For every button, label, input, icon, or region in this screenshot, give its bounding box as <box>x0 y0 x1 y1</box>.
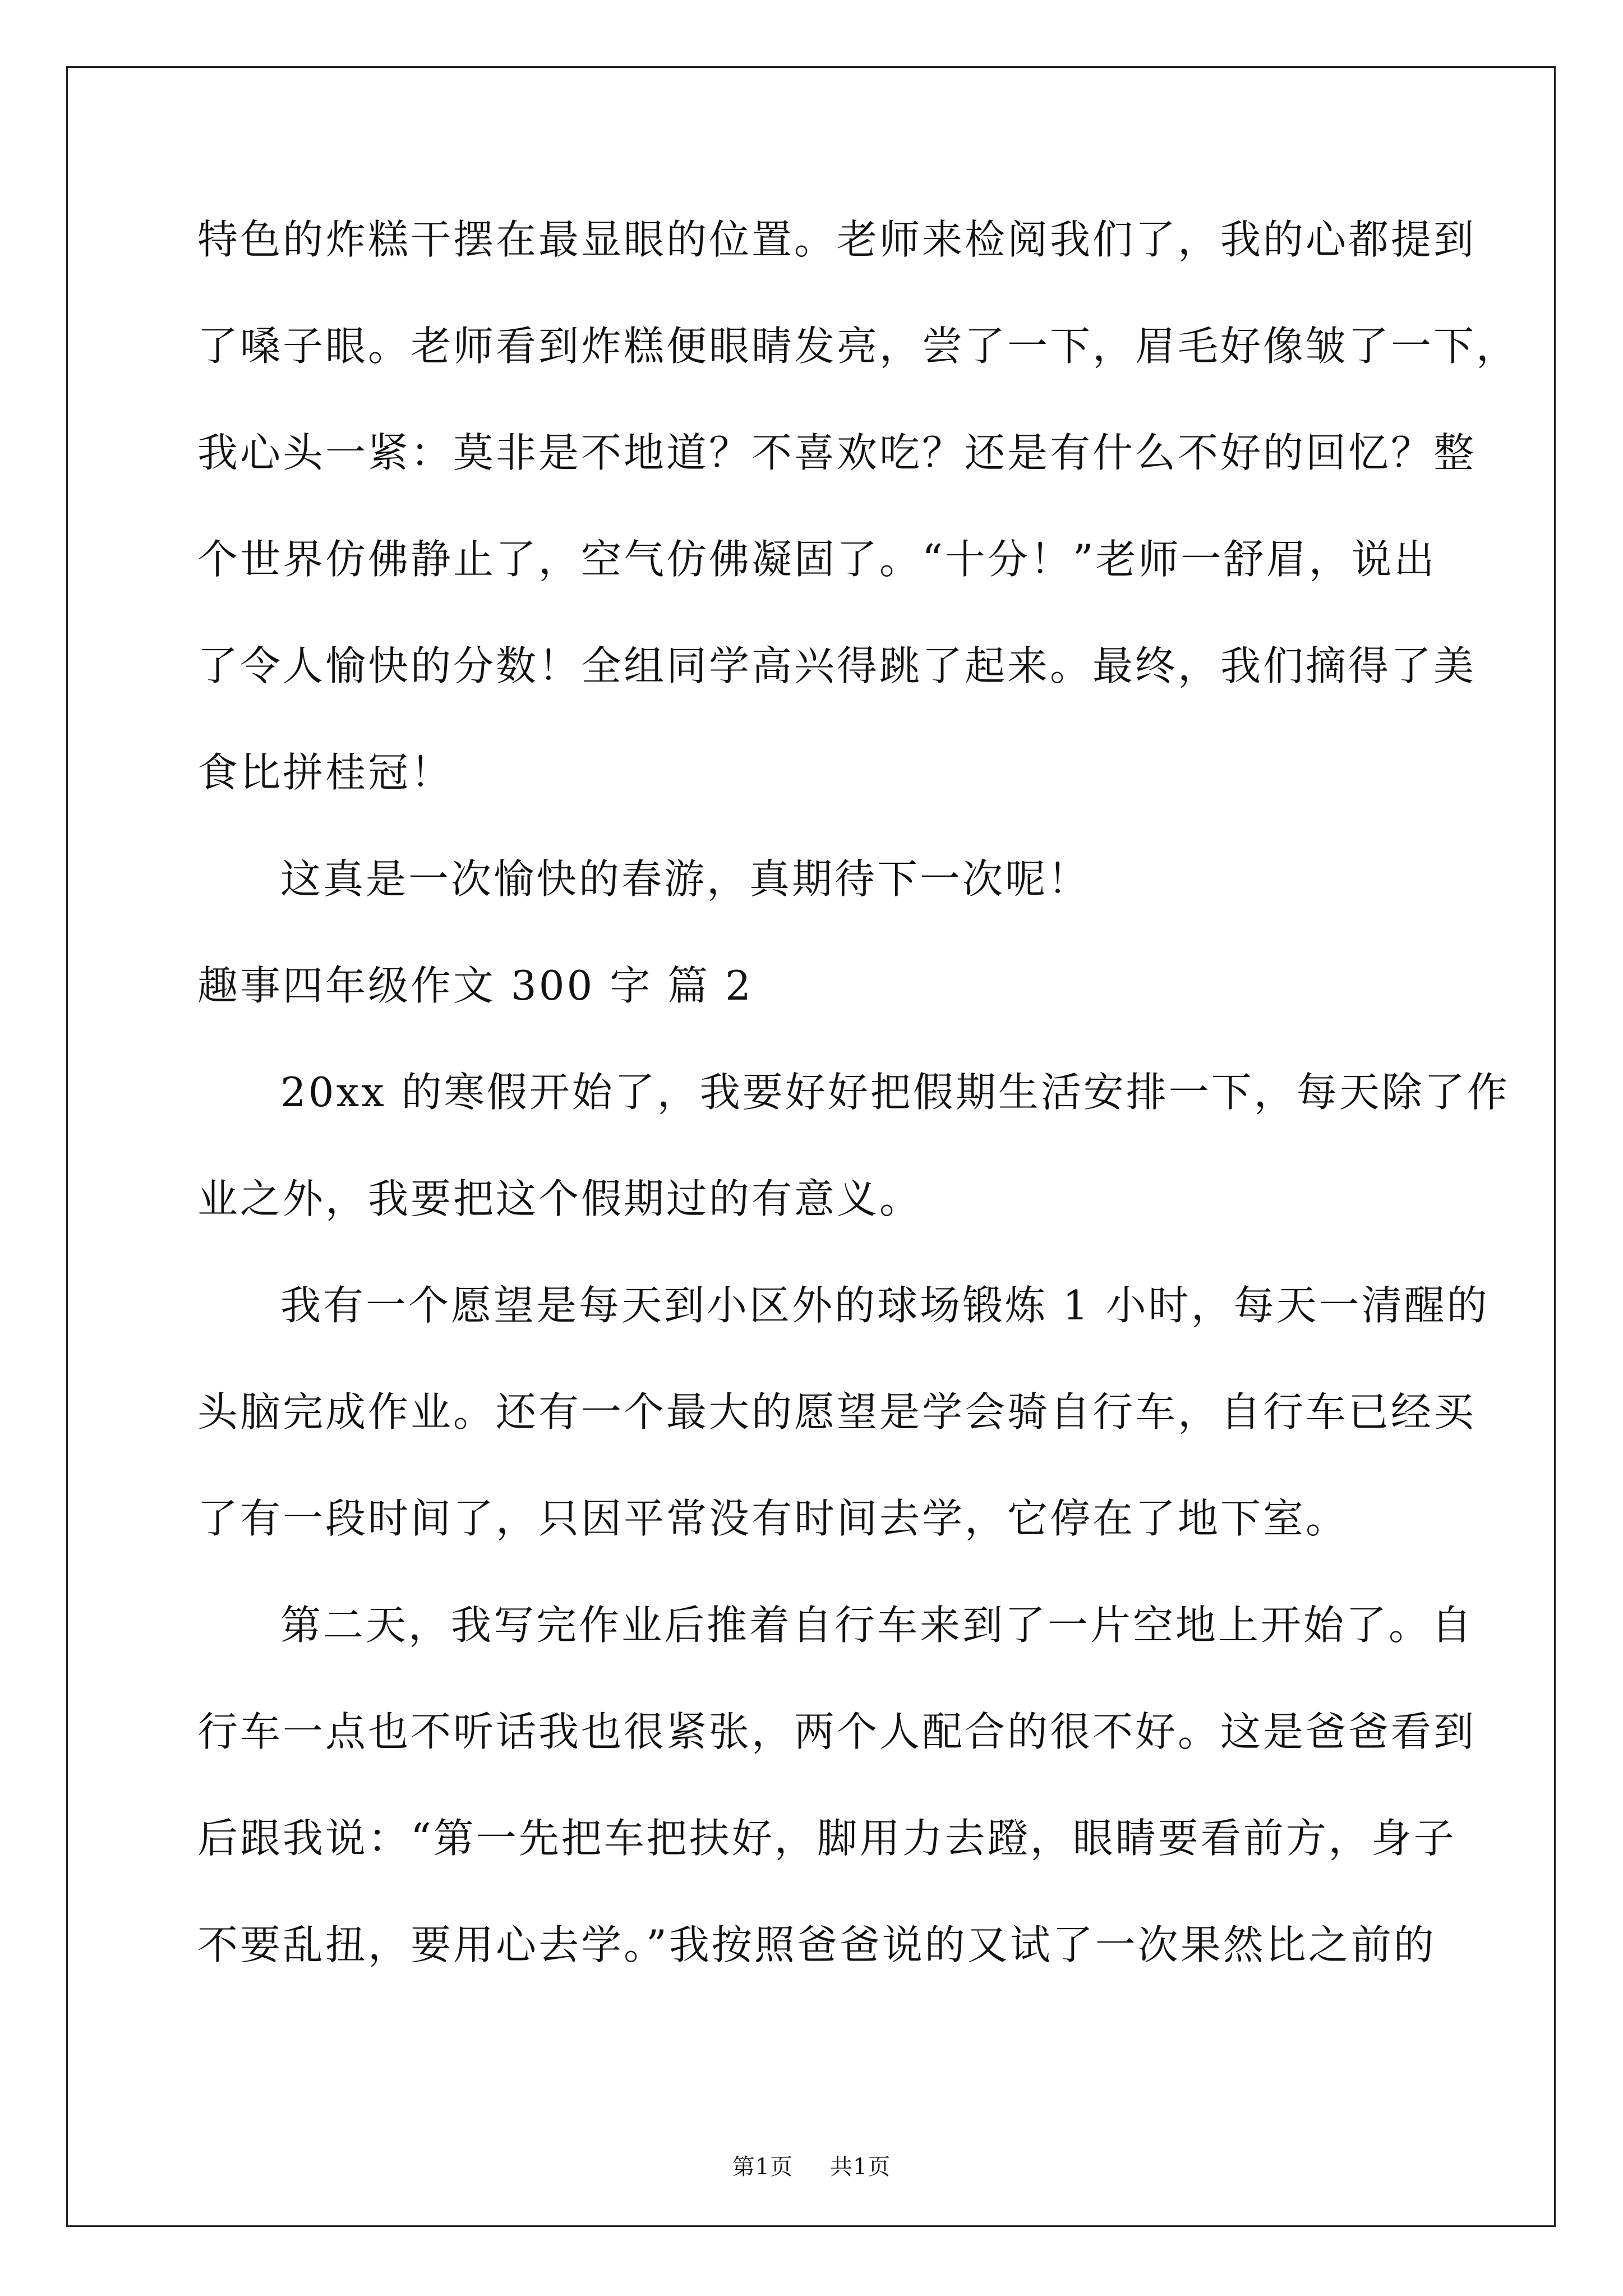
text-line: 行车一点也不听话我也很紧张，两个人配合的很不好。这是爸爸看到 <box>197 1708 1477 1755</box>
text-line: 了令人愉快的分数！全组同学高兴得跳了起来。最终，我们摘得了美 <box>197 642 1477 689</box>
text-line: 头脑完成作业。还有一个最大的愿望是学会骑自行车，自行车已经买 <box>197 1388 1477 1435</box>
page-number: 第1页 <box>732 2154 794 2180</box>
text-line: 第二天，我写完作业后推着自行车来到了一片空地上开始了。自 <box>280 1602 1474 1649</box>
text-line: 了有一段时间了，只因平常没有时间去学，它停在了地下室。 <box>197 1495 1349 1542</box>
text-line: 我心头一紧：莫非是不地道？不喜欢吃？还是有什么不好的回忆？整 <box>197 429 1477 476</box>
text-line: 后跟我说：“第一先把车把扶好，脚用力去蹬，眼睛要看前方，身子 <box>197 1815 1456 1862</box>
text-line: 了嗓子眼。老师看到炸糕便眼睛发亮，尝了一下，眉毛好像皱了一下， <box>197 323 1519 370</box>
page-total: 共1页 <box>829 2154 891 2180</box>
text-line: 我有一个愿望是每天到小区外的球场锻炼 1 小时，每天一清醒的 <box>280 1282 1490 1329</box>
text-line: 个世界仿佛静止了，空气仿佛凝固了。“十分！”老师一舒眉，说出 <box>197 536 1437 583</box>
section-heading: 趣事四年级作文 300 字 篇 2 <box>197 962 753 1009</box>
text-line: 20xx 的寒假开始了，我要好好把假期生活安排一下，每天除了作 <box>280 1069 1510 1116</box>
text-line: 不要乱扭，要用心去学。”我按照爸爸说的又试了一次果然比之前的 <box>197 1921 1436 1968</box>
text-line: 食比拼桂冠！ <box>197 749 454 796</box>
text-line: 特色的炸糕干摆在最显眼的位置。老师来检阅我们了，我的心都提到 <box>197 216 1477 263</box>
text-line: 业之外，我要把这个假期过的有意义。 <box>197 1175 923 1222</box>
document-body <box>197 209 1519 2021</box>
text-line: 这真是一次愉快的春游，真期待下一次呢！ <box>280 855 1091 903</box>
page-footer <box>0 2153 1623 2181</box>
